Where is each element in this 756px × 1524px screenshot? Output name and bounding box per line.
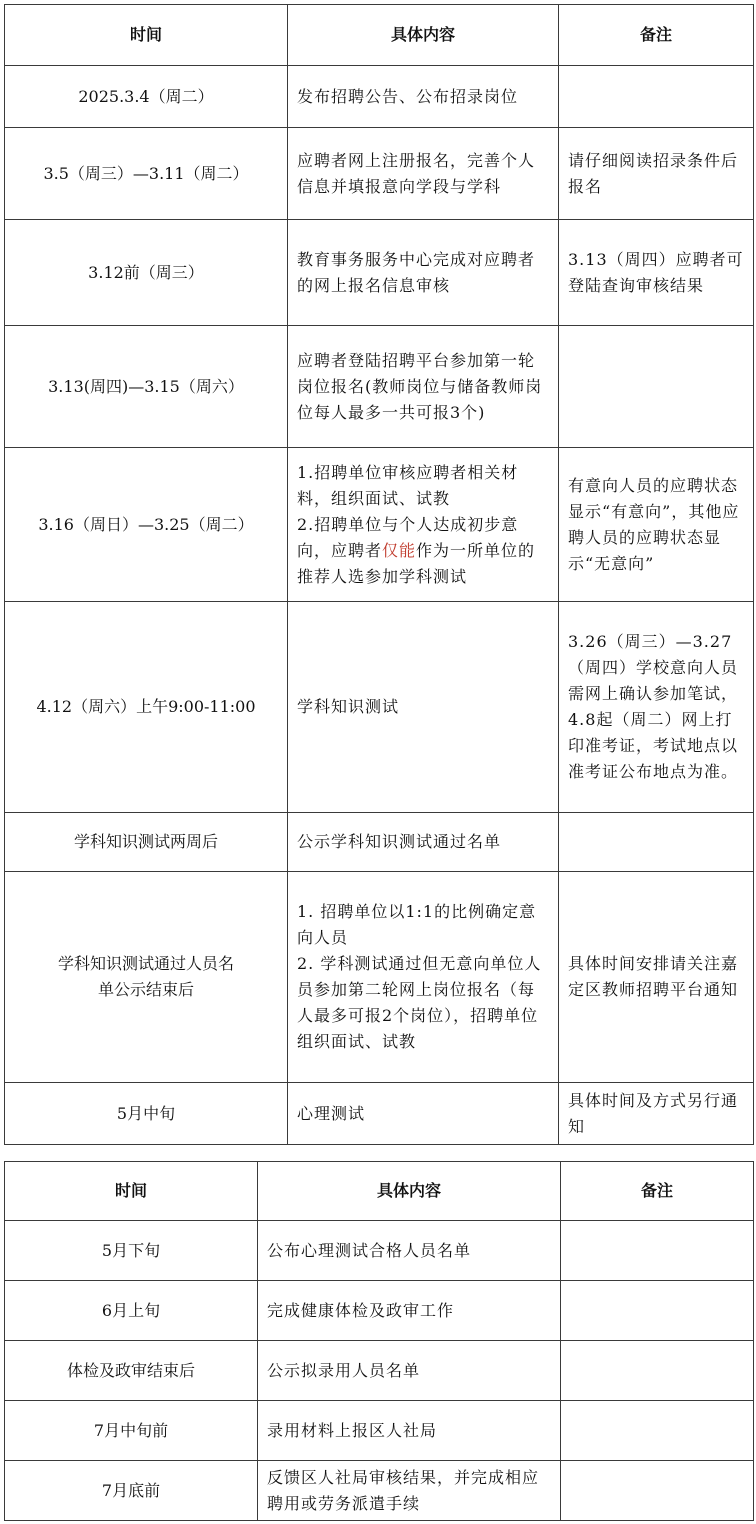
row-note: 3.13（周四）应聘者可登陆查询审核结果 [559,220,754,326]
row-content [288,872,559,1083]
header-note: 备注 [559,5,754,66]
row-content: 录用材料上报区人社局 [258,1401,561,1461]
row-note [561,1281,754,1341]
row-time: 3.12前（周三） [5,220,288,326]
row-note [559,813,754,872]
row-time: 7月底前 [5,1461,258,1521]
header-content: 具体内容 [258,1162,561,1221]
table-row [5,326,754,448]
row-time: 6月上旬 [5,1281,258,1341]
row-time: 学科知识测试两周后 [5,813,288,872]
table-row [5,220,754,326]
row-note [561,1461,754,1521]
header-time: 时间 [5,1162,258,1221]
row-time: 3.16（周日）—3.25（周二） [5,448,288,602]
highlight-text: 仅能 [382,540,417,560]
row-time: 2025.3.4（周二） [5,66,288,128]
row-note: 具体时间安排请关注嘉定区教师招聘平台通知 [559,872,754,1083]
row-content: 心理测试 [288,1083,559,1145]
row-content: 公示学科知识测试通过名单 [288,813,559,872]
row-time: 7月中旬前 [5,1401,258,1461]
row-content: 应聘者网上注册报名，完善个人信息并填报意向学段与学科 [288,128,559,220]
table-row [5,872,754,1083]
row-note: 具体时间及方式另行通知 [559,1083,754,1145]
row-note: 3.26（周三）—3.27（周四）学校意向人员需网上确认参加笔试，4.8起（周二）网上打印准考证，考试地点以准考证公布地点为准。 [559,602,754,813]
row-content: 学科知识测试 [288,602,559,813]
content-item-2 [297,512,549,590]
table-row [5,1221,754,1281]
row-time: 学科知识测试通过人员名单公示结束后 [5,872,288,1083]
row-note [559,326,754,448]
row-time: 3.13(周四)—3.15（周六） [5,326,288,448]
row-note [561,1401,754,1461]
row-time: 体检及政审结束后 [5,1341,258,1401]
header-time: 时间 [5,5,288,66]
table-row [5,1401,754,1461]
content-item-1: 1.招聘单位审核应聘者相关材料，组织面试、试教 [297,462,519,508]
table-row [5,1461,754,1521]
row-note: 有意向人员的应聘状态显示“有意向”，其他应聘人员的应聘状态显示“无意向” [559,448,754,602]
row-note [561,1221,754,1281]
table-row [5,66,754,128]
schedule-table-1 [4,4,754,1145]
row-content: 反馈区人社局审核结果，并完成相应聘用或劳务派遣手续 [258,1461,561,1521]
row-note: 请仔细阅读招录条件后报名 [559,128,754,220]
row-time: 3.5（周三）—3.11（周二） [5,128,288,220]
content-item-1: 1. 招聘单位以1:1的比例确定意向人员 [297,902,537,947]
table-row [5,448,754,602]
row-content: 完成健康体检及政审工作 [258,1281,561,1341]
table-header-row [5,5,754,66]
header-note: 备注 [561,1162,754,1221]
row-content: 教育事务服务中心完成对应聘者的网上报名信息审核 [288,220,559,326]
table-header-row [5,1162,754,1221]
row-content: 公布心理测试合格人员名单 [258,1221,561,1281]
row-content [288,448,559,602]
table-row [5,1341,754,1401]
table-row [5,813,754,872]
row-time: 5月下旬 [5,1221,258,1281]
table-row [5,1083,754,1145]
row-note [559,66,754,128]
table-row [5,602,754,813]
table-row [5,128,754,220]
row-note [561,1341,754,1401]
row-content: 发布招聘公告、公布招录岗位 [288,66,559,128]
row-time: 5月中旬 [5,1083,288,1145]
content-item-2: 2. 学科测试通过但无意向单位人员参加第二轮网上岗位报名（每人最多可报2个岗位），招聘单位组织面试、试教 [297,954,542,1051]
content-item-2-pre: 2.招聘单位与个人达成初步意向，应聘者 [297,514,519,560]
table-row [5,1281,754,1341]
row-content: 应聘者登陆招聘平台参加第一轮岗位报名(教师岗位与储备教师岗位每人最多一共可报3个) [288,326,559,448]
content-item-2-post: 作为一所单位的推荐人选参加学科测试 [297,540,536,586]
header-content: 具体内容 [288,5,559,66]
schedule-table-2 [4,1161,754,1521]
row-content: 公示拟录用人员名单 [258,1341,561,1401]
row-time: 4.12（周六）上午9:00-11:00 [5,602,288,813]
